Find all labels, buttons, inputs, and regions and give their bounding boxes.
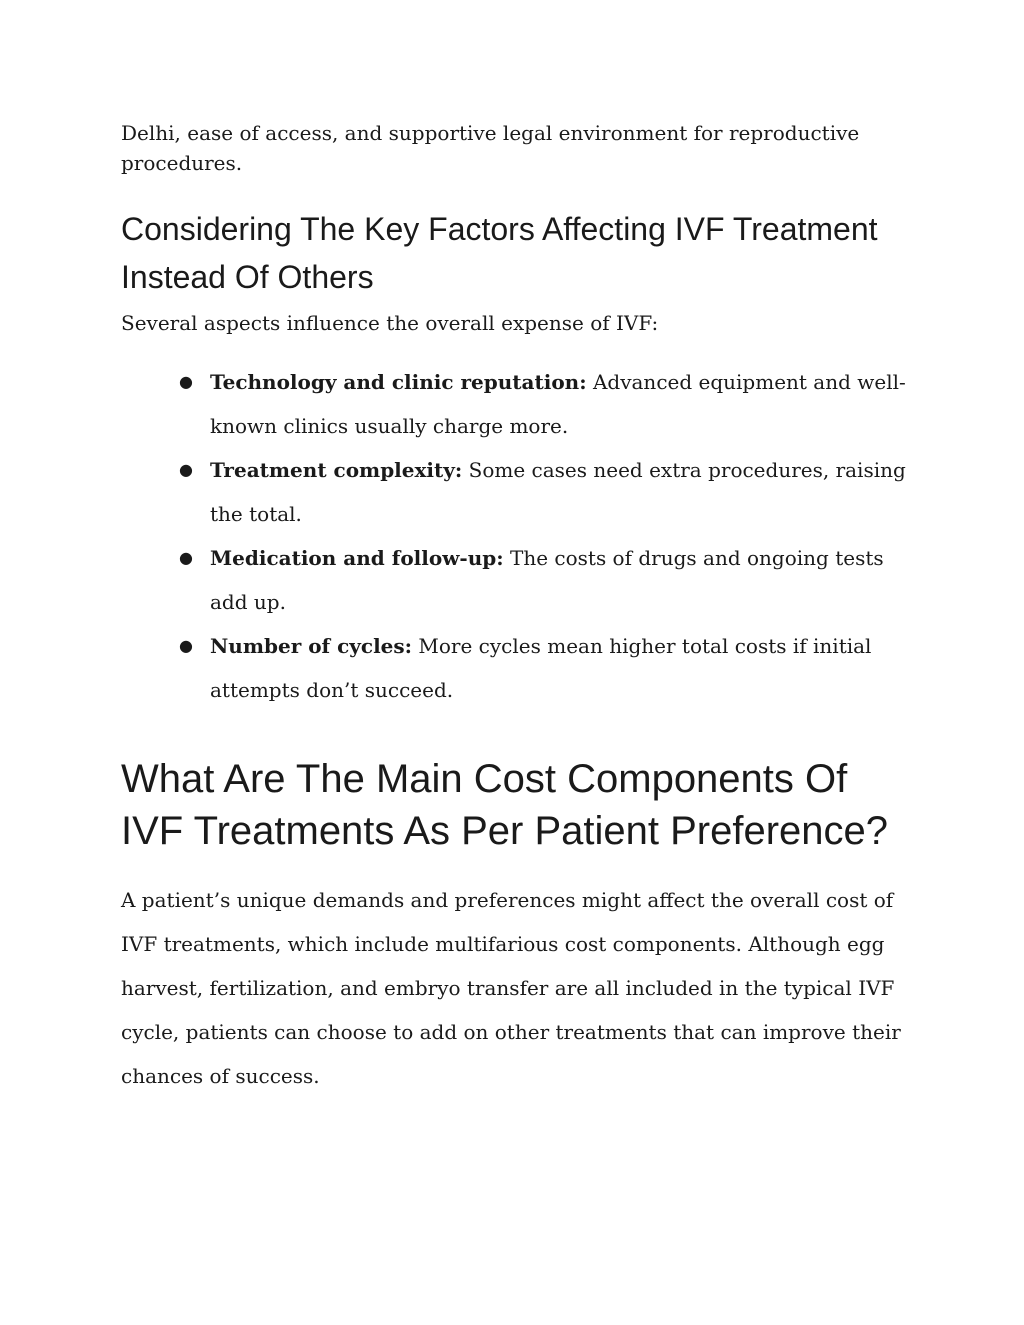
bullet-icon: ● bbox=[179, 372, 193, 391]
bullet-icon: ● bbox=[179, 548, 193, 567]
section-heading-cost-components: What Are The Main Cost Components Of IVF Treatments As Per Patient Preference? bbox=[121, 757, 889, 853]
factors-list bbox=[179, 360, 909, 712]
list-item bbox=[179, 536, 909, 624]
cost-components-paragraph: A patient’s unique demands and preferences might affect the overall cost of IVF treatments, which include multifarious cost components. Although egg harvest, fertilization, and embryo transfer are all included in the typical IVF cycle, patients can choose to add on other treatments that can improve their chances of success. bbox=[121, 888, 901, 1088]
list-item bbox=[179, 448, 909, 536]
bullet-icon: ● bbox=[179, 636, 193, 655]
list-item-text: The costs of drugs and ongoing tests add up. bbox=[210, 546, 884, 614]
list-item-term: Technology and clinic reputation: bbox=[210, 370, 587, 394]
bullet-icon: ● bbox=[179, 460, 193, 479]
intro-paragraph: Delhi, ease of access, and supportive legal environment for reproductive procedures. bbox=[121, 121, 860, 175]
list-item bbox=[179, 360, 909, 448]
list-item-term: Treatment complexity: bbox=[210, 458, 463, 482]
list-item-text: Advanced equipment and well-known clinics usually charge more. bbox=[210, 370, 906, 438]
list-item-term: Number of cycles: bbox=[210, 634, 413, 658]
list-item-term: Medication and follow-up: bbox=[210, 546, 504, 570]
list-item-text: Some cases need extra procedures, raising the total. bbox=[210, 458, 906, 526]
list-item bbox=[179, 624, 909, 712]
list-item-text: More cycles mean higher total costs if initial attempts don’t succeed. bbox=[210, 634, 872, 702]
section-heading-key-factors: Considering The Key Factors Affecting IVF Treatment Instead Of Others bbox=[121, 211, 878, 295]
section-lead-paragraph: Several aspects influence the overall expense of IVF: bbox=[121, 311, 659, 335]
